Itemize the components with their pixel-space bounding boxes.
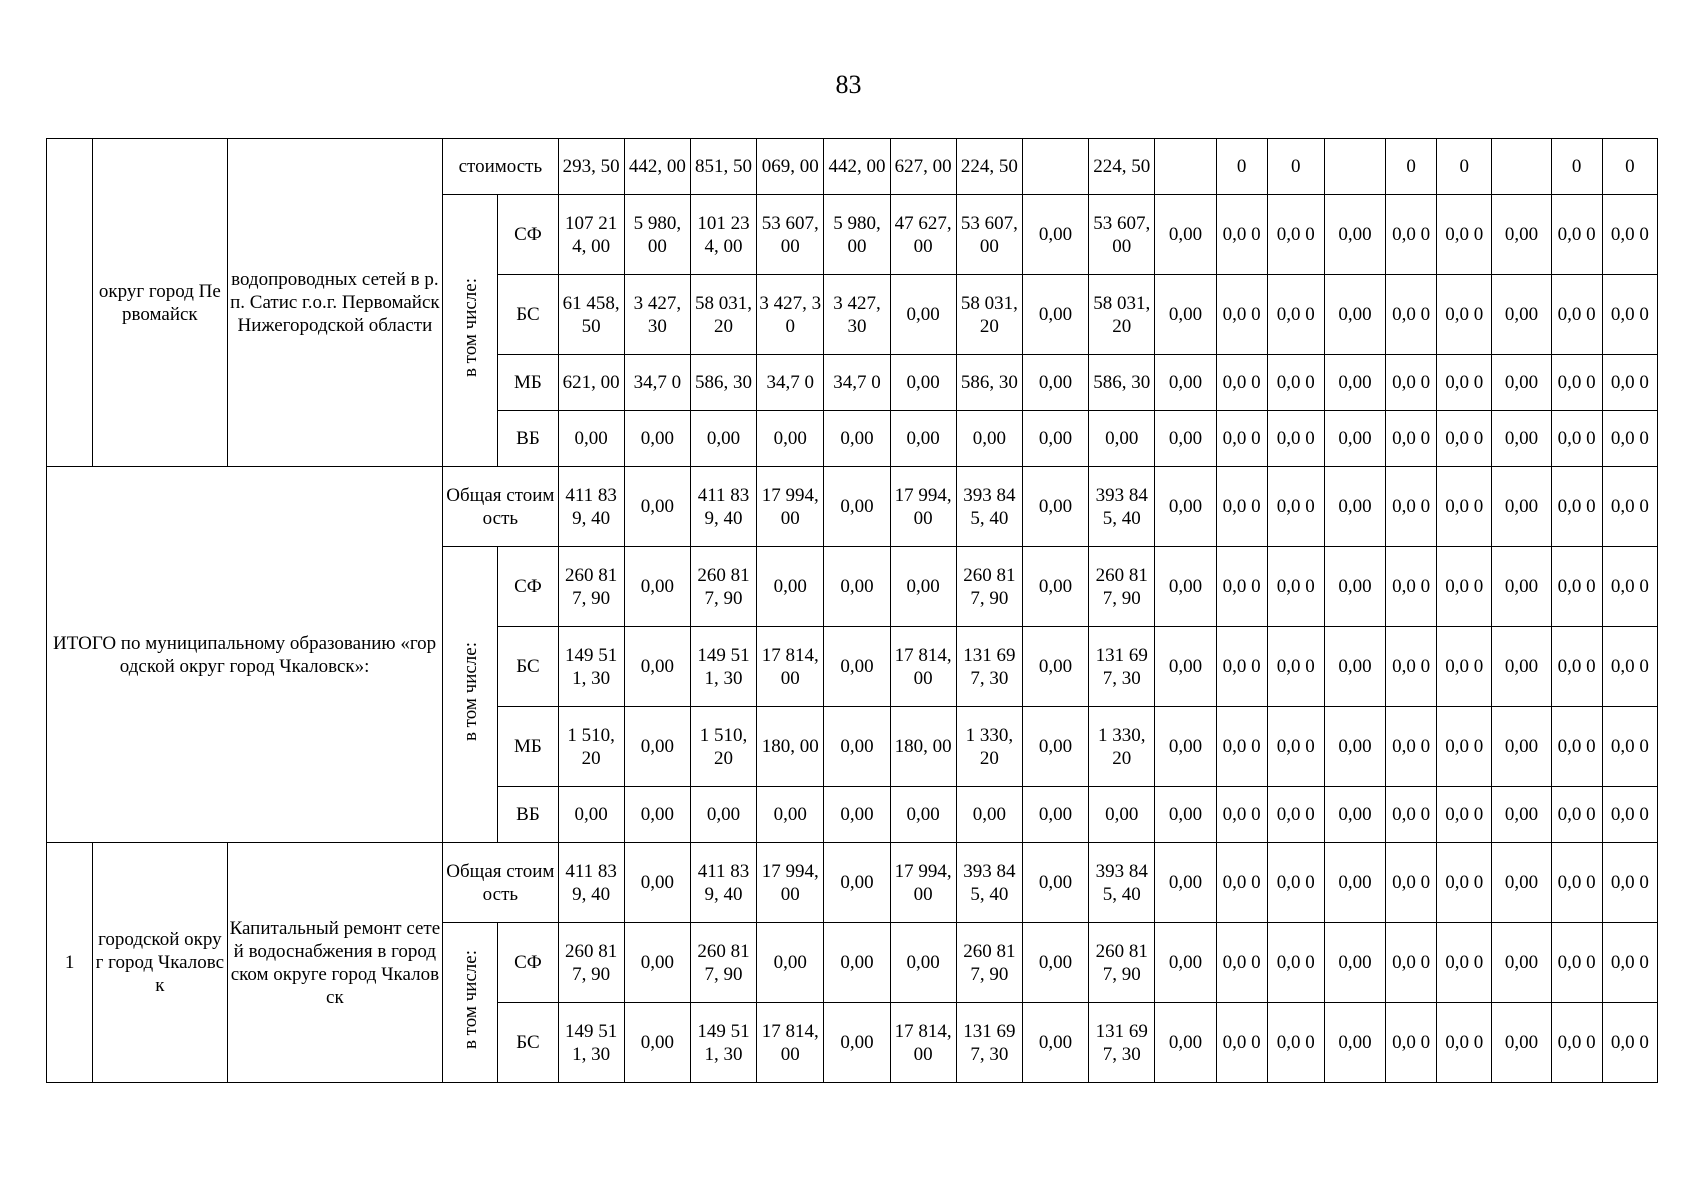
value-cell: 0,00: [1492, 275, 1551, 355]
value-cell: 0,0 0: [1602, 707, 1657, 787]
value-cell: 0,00: [824, 467, 890, 547]
including-label: в том числе:: [459, 949, 481, 1050]
value-cell: 0,0 0: [1602, 467, 1657, 547]
value-cell: 0,00: [1492, 355, 1551, 411]
value-cell: 0,00: [1155, 707, 1216, 787]
object-name-cell: Капитальный ремонт сетей водоснабжения в городском округе город Чкаловск: [227, 843, 443, 1083]
table-row: [47, 467, 1658, 547]
value-cell: 0,0 0: [1386, 411, 1437, 467]
value-cell: 17 994, 00: [890, 843, 956, 923]
value-cell: 0,00: [1492, 411, 1551, 467]
value-cell: 0,00: [757, 411, 824, 467]
value-cell: 0,00: [824, 787, 890, 843]
value-cell: 0,00: [1022, 195, 1088, 275]
value-cell: 53 607, 00: [956, 195, 1022, 275]
value-cell: 0,0 0: [1437, 411, 1492, 467]
value-cell: 260 817, 90: [1089, 923, 1155, 1003]
funding-source-label: БС: [498, 275, 558, 355]
value-cell: 0,00: [1324, 195, 1385, 275]
value-cell: 5 980, 00: [824, 195, 890, 275]
value-cell: 260 817, 90: [956, 547, 1022, 627]
value-cell: [1155, 139, 1216, 195]
value-cell: 0,00: [624, 411, 690, 467]
value-cell: 0,00: [1324, 355, 1385, 411]
value-cell: 17 814, 00: [757, 627, 824, 707]
object-name-cell: водопроводных сетей в р.п. Сатис г.о.г. Первомайск Нижегородской области: [227, 139, 443, 467]
value-cell: 0: [1267, 139, 1324, 195]
value-cell: 5 980, 00: [624, 195, 690, 275]
value-cell: 0,00: [1022, 355, 1088, 411]
value-cell: 0,00: [1022, 275, 1088, 355]
value-cell: 0,00: [1492, 787, 1551, 843]
value-cell: 0,00: [890, 275, 956, 355]
value-cell: 0,00: [624, 707, 690, 787]
total-title-cell: ИТОГО по муниципальному образованию «городской округ город Чкаловск»:: [47, 467, 443, 843]
value-cell: 0,0 0: [1602, 547, 1657, 627]
value-cell: 0,0 0: [1602, 195, 1657, 275]
value-cell: 0,0 0: [1602, 923, 1657, 1003]
value-cell: 1 330, 20: [956, 707, 1022, 787]
value-cell: 0,0 0: [1437, 843, 1492, 923]
value-cell: 0,0 0: [1551, 787, 1602, 843]
value-cell: 0,0 0: [1437, 627, 1492, 707]
value-cell: 0,0 0: [1267, 843, 1324, 923]
value-cell: 0,00: [1492, 843, 1551, 923]
value-cell: 0,00: [1492, 707, 1551, 787]
value-cell: 3 427, 30: [624, 275, 690, 355]
value-cell: 260 817, 90: [1089, 547, 1155, 627]
value-cell: 34,7 0: [757, 355, 824, 411]
value-cell: 0,00: [824, 411, 890, 467]
value-cell: 0,0 0: [1386, 467, 1437, 547]
value-cell: 0,0 0: [1602, 355, 1657, 411]
value-cell: 1 510, 20: [558, 707, 624, 787]
value-cell: 627, 00: [890, 139, 956, 195]
value-cell: [1492, 139, 1551, 195]
value-cell: 0,00: [890, 787, 956, 843]
value-cell: 0,0 0: [1267, 707, 1324, 787]
value-cell: 107 214, 00: [558, 195, 624, 275]
value-cell: 0,00: [757, 547, 824, 627]
value-cell: 61 458, 50: [558, 275, 624, 355]
value-cell: 411 839, 40: [690, 843, 756, 923]
value-cell: 0,00: [890, 923, 956, 1003]
value-cell: 0,00: [1155, 355, 1216, 411]
value-cell: 0,0 0: [1386, 627, 1437, 707]
value-cell: 393 845, 40: [1089, 843, 1155, 923]
value-cell: 0,0 0: [1386, 547, 1437, 627]
value-cell: 17 814, 00: [757, 1003, 824, 1083]
value-cell: 0,00: [1022, 547, 1088, 627]
value-cell: 0,00: [1155, 467, 1216, 547]
value-cell: 0,0 0: [1437, 1003, 1492, 1083]
value-cell: 0,00: [624, 787, 690, 843]
funding-source-label: БС: [498, 1003, 558, 1083]
value-cell: 0,00: [1155, 627, 1216, 707]
value-cell: [1022, 139, 1088, 195]
value-cell: 0,00: [1492, 923, 1551, 1003]
table-row: [47, 843, 1658, 923]
value-cell: 3 427, 30: [824, 275, 890, 355]
including-label-cell: [443, 923, 498, 1083]
value-cell: 0,00: [1022, 707, 1088, 787]
value-cell: 0,00: [1089, 411, 1155, 467]
value-cell: 1 510, 20: [690, 707, 756, 787]
value-cell: 224, 50: [956, 139, 1022, 195]
value-cell: 0,0 0: [1386, 923, 1437, 1003]
value-cell: 260 817, 90: [558, 547, 624, 627]
value-cell: 0,00: [1155, 411, 1216, 467]
value-cell: 0,0 0: [1602, 787, 1657, 843]
value-cell: 0,00: [1155, 787, 1216, 843]
value-cell: 0,00: [824, 547, 890, 627]
value-cell: 17 814, 00: [890, 1003, 956, 1083]
value-cell: 0,0 0: [1267, 275, 1324, 355]
value-cell: 0,0 0: [1267, 627, 1324, 707]
value-cell: 621, 00: [558, 355, 624, 411]
value-cell: 0,0 0: [1216, 707, 1267, 787]
value-cell: 0,00: [1155, 275, 1216, 355]
value-cell: 260 817, 90: [558, 923, 624, 1003]
value-cell: 0,0 0: [1216, 1003, 1267, 1083]
value-cell: 17 814, 00: [890, 627, 956, 707]
value-cell: 0,0 0: [1386, 195, 1437, 275]
value-cell: 53 607, 00: [1089, 195, 1155, 275]
value-cell: 131 697, 30: [956, 1003, 1022, 1083]
value-cell: 0,00: [1324, 707, 1385, 787]
value-cell: 0,00: [757, 923, 824, 1003]
value-cell: 0,00: [1155, 843, 1216, 923]
value-cell: 3 427, 30: [757, 275, 824, 355]
value-cell: 0,00: [690, 411, 756, 467]
value-cell: 0,00: [956, 411, 1022, 467]
value-cell: 0,00: [1324, 547, 1385, 627]
value-cell: 0,0 0: [1216, 195, 1267, 275]
value-cell: 586, 30: [1089, 355, 1155, 411]
value-cell: 0,0 0: [1267, 547, 1324, 627]
value-cell: 0,00: [890, 355, 956, 411]
value-cell: 586, 30: [690, 355, 756, 411]
table-row: [47, 139, 1658, 195]
value-cell: 0,0 0: [1437, 547, 1492, 627]
value-cell: 0,00: [1022, 627, 1088, 707]
value-cell: 0,0 0: [1551, 275, 1602, 355]
value-cell: 0,00: [1155, 547, 1216, 627]
value-cell: 17 994, 00: [757, 467, 824, 547]
funding-source-label: МБ: [498, 707, 558, 787]
value-cell: 0,00: [558, 411, 624, 467]
value-cell: 0,00: [1492, 627, 1551, 707]
value-cell: 411 839, 40: [558, 843, 624, 923]
total-cost-label: Общая стоимость: [443, 843, 558, 923]
value-cell: 0,0 0: [1551, 467, 1602, 547]
value-cell: 0: [1551, 139, 1602, 195]
value-cell: 58 031, 20: [690, 275, 756, 355]
value-cell: 0,0 0: [1551, 627, 1602, 707]
value-cell: 0,00: [890, 547, 956, 627]
value-cell: 0,0 0: [1267, 787, 1324, 843]
funding-source-label: СФ: [498, 547, 558, 627]
value-cell: 0,0 0: [1216, 355, 1267, 411]
value-cell: 0,00: [1022, 923, 1088, 1003]
value-cell: 393 845, 40: [1089, 467, 1155, 547]
including-label-cell: [443, 195, 498, 467]
value-cell: 0,00: [624, 627, 690, 707]
value-cell: 442, 00: [624, 139, 690, 195]
value-cell: 0,0 0: [1437, 923, 1492, 1003]
value-cell: 0,00: [1155, 923, 1216, 1003]
value-cell: 0,0 0: [1267, 355, 1324, 411]
funding-source-label: МБ: [498, 355, 558, 411]
value-cell: 0,00: [624, 547, 690, 627]
value-cell: 58 031, 20: [1089, 275, 1155, 355]
value-cell: 0,0 0: [1386, 843, 1437, 923]
value-cell: 0,0 0: [1386, 707, 1437, 787]
value-cell: 0,00: [1492, 467, 1551, 547]
value-cell: 149 511, 30: [558, 1003, 624, 1083]
value-cell: 0,00: [1324, 627, 1385, 707]
value-cell: 0,0 0: [1551, 1003, 1602, 1083]
budget-table: [46, 138, 1658, 1083]
value-cell: 0,0 0: [1551, 547, 1602, 627]
value-cell: 0,0 0: [1602, 1003, 1657, 1083]
value-cell: 0,0 0: [1437, 355, 1492, 411]
value-cell: 0,00: [1324, 787, 1385, 843]
value-cell: 393 845, 40: [956, 843, 1022, 923]
total-cost-label: Общая стоимость: [443, 467, 558, 547]
value-cell: 180, 00: [890, 707, 956, 787]
value-cell: 0,00: [624, 923, 690, 1003]
value-cell: 101 234, 00: [690, 195, 756, 275]
value-cell: 851, 50: [690, 139, 756, 195]
value-cell: 0,0 0: [1551, 411, 1602, 467]
value-cell: 0,00: [1089, 787, 1155, 843]
value-cell: 0,0 0: [1437, 467, 1492, 547]
value-cell: 0,0 0: [1551, 355, 1602, 411]
value-cell: 0,0 0: [1216, 411, 1267, 467]
value-cell: 0,0 0: [1267, 195, 1324, 275]
value-cell: 0,00: [1492, 195, 1551, 275]
value-cell: 0,0 0: [1437, 275, 1492, 355]
value-cell: 0,00: [1492, 547, 1551, 627]
value-cell: 0,00: [1324, 1003, 1385, 1083]
value-cell: 442, 00: [824, 139, 890, 195]
value-cell: 0,00: [956, 787, 1022, 843]
value-cell: 0,00: [1155, 1003, 1216, 1083]
value-cell: 0,0 0: [1602, 275, 1657, 355]
value-cell: 0,0 0: [1386, 355, 1437, 411]
value-cell: 0: [1437, 139, 1492, 195]
value-cell: 0,0 0: [1216, 275, 1267, 355]
value-cell: 0,00: [624, 1003, 690, 1083]
value-cell: 586, 30: [956, 355, 1022, 411]
page-number: 83: [835, 70, 862, 99]
total-cost-label: стоимость: [443, 139, 558, 195]
value-cell: 149 511, 30: [690, 1003, 756, 1083]
value-cell: [1324, 139, 1385, 195]
value-cell: 224, 50: [1089, 139, 1155, 195]
including-label-cell: [443, 547, 498, 843]
value-cell: 0,0 0: [1602, 843, 1657, 923]
value-cell: 0,0 0: [1216, 627, 1267, 707]
value-cell: 411 839, 40: [558, 467, 624, 547]
value-cell: 0,0 0: [1216, 843, 1267, 923]
value-cell: 0,00: [1324, 411, 1385, 467]
value-cell: 0,0 0: [1437, 195, 1492, 275]
value-cell: 260 817, 90: [690, 547, 756, 627]
funding-source-label: СФ: [498, 195, 558, 275]
value-cell: 0,00: [1022, 411, 1088, 467]
value-cell: 0,0 0: [1216, 467, 1267, 547]
value-cell: 58 031, 20: [956, 275, 1022, 355]
value-cell: 0,0 0: [1267, 923, 1324, 1003]
value-cell: 0,0 0: [1386, 275, 1437, 355]
value-cell: 0,00: [1155, 195, 1216, 275]
value-cell: 149 511, 30: [690, 627, 756, 707]
value-cell: 0,00: [1324, 275, 1385, 355]
value-cell: 131 697, 30: [1089, 1003, 1155, 1083]
municipality-cell: округ город Первомайск: [93, 139, 227, 467]
value-cell: 131 697, 30: [956, 627, 1022, 707]
value-cell: 0,00: [558, 787, 624, 843]
value-cell: 0,00: [1324, 843, 1385, 923]
value-cell: 53 607, 00: [757, 195, 824, 275]
value-cell: 180, 00: [757, 707, 824, 787]
value-cell: 0,0 0: [1267, 411, 1324, 467]
value-cell: 0,0 0: [1437, 787, 1492, 843]
including-label: в том числе:: [459, 277, 481, 378]
value-cell: 260 817, 90: [956, 923, 1022, 1003]
value-cell: 0,0 0: [1551, 923, 1602, 1003]
value-cell: 0,0 0: [1551, 195, 1602, 275]
value-cell: 34,7 0: [824, 355, 890, 411]
value-cell: 0,00: [824, 627, 890, 707]
funding-source-label: СФ: [498, 923, 558, 1003]
value-cell: 411 839, 40: [690, 467, 756, 547]
value-cell: 0,00: [824, 923, 890, 1003]
value-cell: 0,00: [1324, 467, 1385, 547]
value-cell: 0,0 0: [1267, 1003, 1324, 1083]
value-cell: 0,00: [1492, 1003, 1551, 1083]
value-cell: 0: [1216, 139, 1267, 195]
funding-source-label: БС: [498, 627, 558, 707]
funding-source-label: ВБ: [498, 787, 558, 843]
value-cell: 0,0 0: [1216, 547, 1267, 627]
value-cell: 0,00: [890, 411, 956, 467]
value-cell: 0,0 0: [1267, 467, 1324, 547]
value-cell: 0,00: [624, 843, 690, 923]
value-cell: 0,00: [1022, 1003, 1088, 1083]
value-cell: 0,0 0: [1602, 627, 1657, 707]
municipality-cell: городской округ город Чкаловск: [93, 843, 227, 1083]
value-cell: 260 817, 90: [690, 923, 756, 1003]
value-cell: 0,00: [1022, 467, 1088, 547]
value-cell: 17 994, 00: [890, 467, 956, 547]
row-number-cell: [47, 139, 93, 467]
funding-source-label: ВБ: [498, 411, 558, 467]
value-cell: 0,00: [757, 787, 824, 843]
value-cell: 393 845, 40: [956, 467, 1022, 547]
value-cell: 1 330, 20: [1089, 707, 1155, 787]
value-cell: 0,0 0: [1551, 707, 1602, 787]
row-number-cell: 1: [47, 843, 93, 1083]
value-cell: 0,0 0: [1551, 843, 1602, 923]
value-cell: 0,00: [1022, 787, 1088, 843]
value-cell: 149 511, 30: [558, 627, 624, 707]
value-cell: 0,0 0: [1386, 787, 1437, 843]
value-cell: 0,00: [824, 843, 890, 923]
value-cell: 0,00: [690, 787, 756, 843]
value-cell: 0,0 0: [1602, 411, 1657, 467]
value-cell: 0: [1602, 139, 1657, 195]
value-cell: 131 697, 30: [1089, 627, 1155, 707]
value-cell: 47 627, 00: [890, 195, 956, 275]
value-cell: 0,00: [1324, 923, 1385, 1003]
value-cell: 0,00: [1022, 843, 1088, 923]
value-cell: 0,0 0: [1437, 707, 1492, 787]
value-cell: 0,00: [824, 707, 890, 787]
value-cell: 0,00: [824, 1003, 890, 1083]
value-cell: 0,0 0: [1386, 1003, 1437, 1083]
value-cell: 34,7 0: [624, 355, 690, 411]
including-label: в том числе:: [459, 641, 481, 742]
value-cell: 17 994, 00: [757, 843, 824, 923]
value-cell: 0,0 0: [1216, 923, 1267, 1003]
value-cell: 0,00: [624, 467, 690, 547]
value-cell: 069, 00: [757, 139, 824, 195]
value-cell: 293, 50: [558, 139, 624, 195]
value-cell: 0: [1386, 139, 1437, 195]
value-cell: 0,0 0: [1216, 787, 1267, 843]
